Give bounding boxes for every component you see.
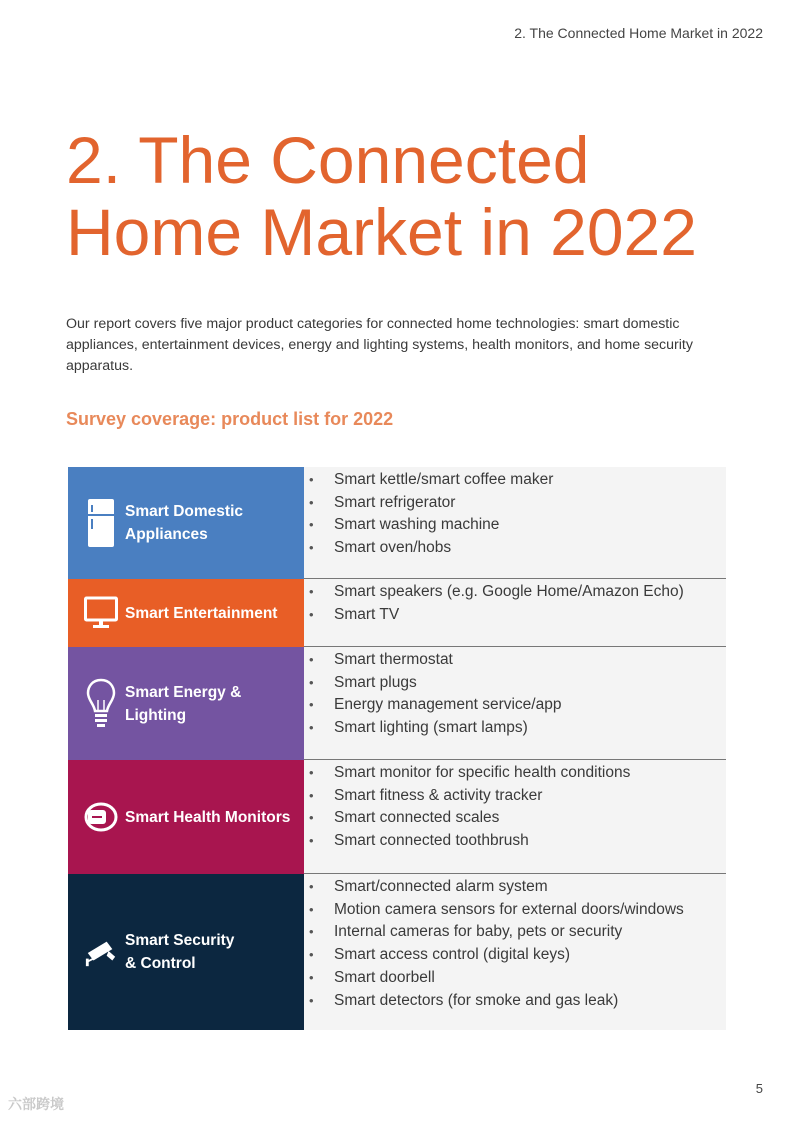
category-cell — [68, 760, 304, 874]
intro-paragraph: Our report covers five major product categories for connected home technologies: smart domestic appliances, entertainment devices, energy and lighting systems, health monitors, and home security apparatus. — [66, 316, 693, 374]
list-item: • Smart plugs — [304, 672, 726, 695]
monitor-icon — [84, 595, 118, 631]
list-item: • Smart/connected alarm system — [304, 876, 726, 899]
running-header: 2. The Connected Home Market in 2022 — [514, 25, 763, 41]
list-item: • Smart kettle/smart coffee maker — [304, 469, 726, 492]
category-row-energy-lighting — [68, 647, 726, 760]
category-items — [304, 874, 726, 1030]
list-item: • Smart washing machine — [304, 514, 726, 537]
list-item: • Smart fitness & activity tracker — [304, 785, 726, 808]
category-items — [304, 760, 726, 874]
list-item: • Smart TV — [304, 604, 726, 627]
list-item: • Smart oven/hobs — [304, 537, 726, 560]
category-cell — [68, 467, 304, 579]
category-label: Smart Health Monitors — [125, 808, 291, 826]
category-items — [304, 647, 726, 760]
list-item: • Smart thermostat — [304, 649, 726, 672]
category-row-entertainment — [68, 579, 726, 647]
list-item: • Energy management service/app — [304, 694, 726, 717]
category-row-health-monitors — [68, 760, 726, 874]
fitness-band-icon — [84, 799, 118, 835]
category-cell — [68, 579, 304, 647]
category-cell — [68, 874, 304, 1030]
list-item: • Smart monitor for specific health conditions — [304, 762, 726, 785]
list-item: • Smart connected scales — [304, 807, 726, 830]
section-subheading: Survey coverage: product list for 2022 — [66, 409, 394, 429]
category-label: Smart Energy & Lighting — [125, 683, 242, 724]
category-label: Smart Entertainment — [125, 604, 278, 622]
list-item: • Smart refrigerator — [304, 492, 726, 515]
category-cell — [68, 647, 304, 760]
product-category-table — [68, 467, 726, 1030]
page-title: 2. The Connected Home Market in 2022 — [66, 123, 697, 269]
list-item: • Smart speakers (e.g. Google Home/Amazon Echo) — [304, 581, 726, 604]
security-camera-icon — [84, 934, 118, 970]
list-item: • Motion camera sensors for external doors/windows — [304, 899, 726, 922]
category-label: Smart Domestic Appliances — [125, 503, 244, 543]
category-row-security-control — [68, 874, 726, 1030]
category-items — [304, 579, 726, 647]
list-item: • Smart doorbell — [304, 967, 726, 990]
category-label: Smart Security & Control — [125, 932, 235, 972]
light-bulb-icon — [84, 686, 118, 722]
watermark: 六部跨境 — [8, 1096, 64, 1112]
refrigerator-icon — [84, 505, 118, 541]
list-item: • Smart access control (digital keys) — [304, 944, 726, 967]
page-number: 5 — [755, 1081, 763, 1096]
list-item: • Smart detectors (for smoke and gas leak) — [304, 990, 726, 1013]
list-item: • Smart lighting (smart lamps) — [304, 717, 726, 740]
category-row-domestic-appliances — [68, 467, 726, 579]
category-items — [304, 467, 726, 579]
list-item: • Internal cameras for baby, pets or security — [304, 921, 726, 944]
list-item: • Smart connected toothbrush — [304, 830, 726, 853]
